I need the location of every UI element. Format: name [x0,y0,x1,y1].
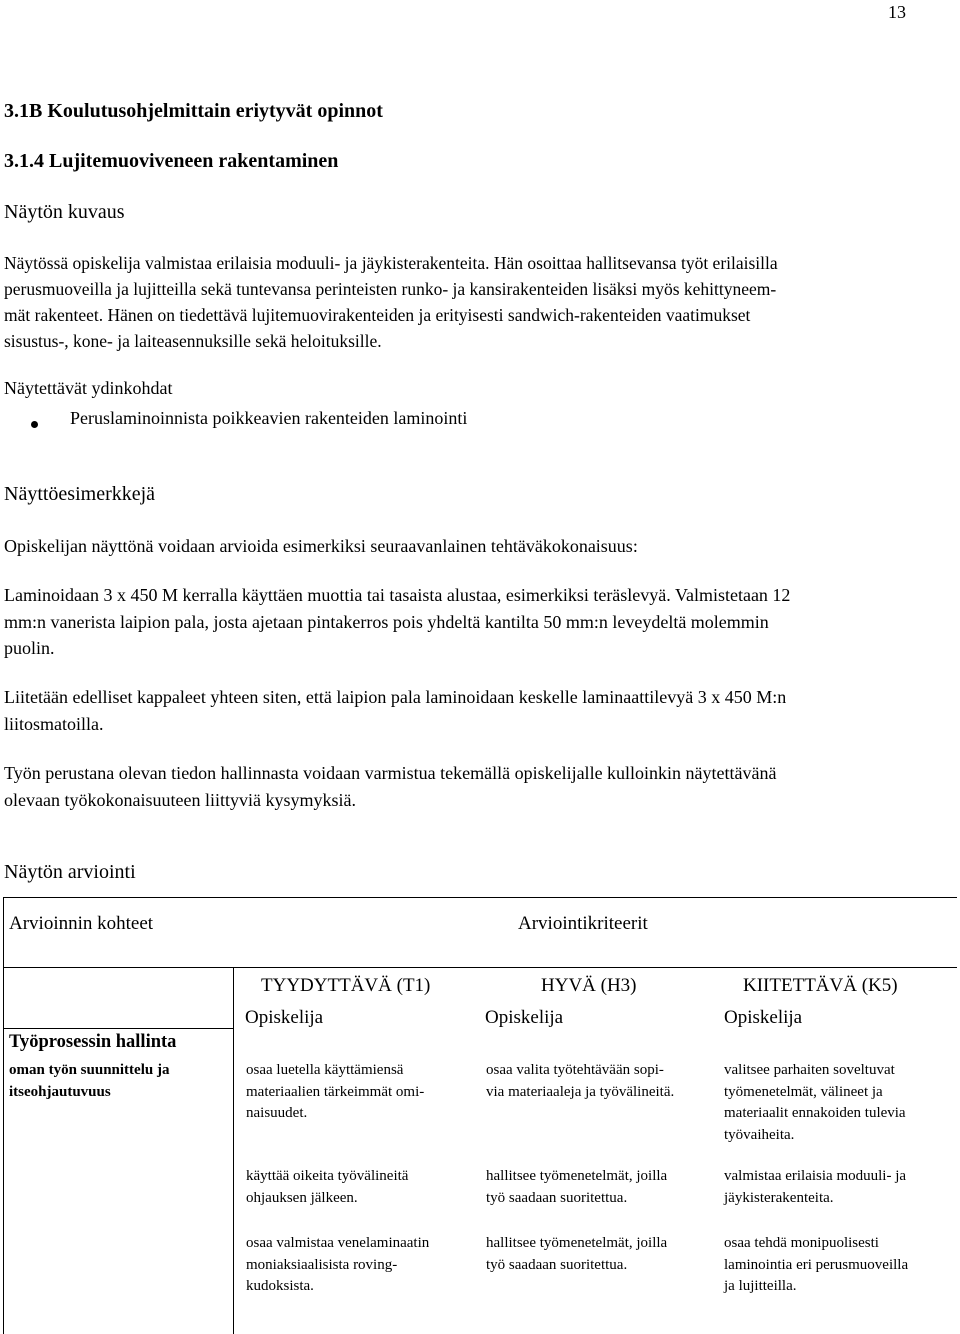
key-points-title: Näytettävät ydinkohdat [4,378,173,398]
text-line: ja lujitteilla. [724,1278,797,1294]
subsection-heading: 3.1.4 Lujitemuoviveneen rakentaminen [4,150,339,172]
text-line: osaa valmistaa venelaminaatin [246,1235,430,1251]
criteria-cell-h3-row1 [486,1060,711,1103]
text-line: työvaiheita. [724,1126,795,1143]
text-line: osaa tehdä monipuolisesti [724,1235,879,1251]
text-line: sisustus-, kone- ja laiteasennuksille sekä heloituksille. [4,331,382,351]
text-line: osaa luetella käyttämiensä [246,1062,404,1078]
text-line: kudoksista. [246,1278,314,1294]
criteria-cell-k5-row3 [724,1233,954,1298]
text-line: valitsee parhaiten soveltuvat [724,1062,895,1078]
student-label-h3: Opiskelija [485,1007,564,1028]
table-column-divider [233,967,234,1334]
demo-examples-intro: Opiskelijan näyttönä voidaan arvioida esimerkiksi seuraavanlainen tehtäväkokonaisuus: [4,536,638,556]
text-line: jäykisterakenteita. [724,1189,834,1206]
criteria-cell-t1-row3 [246,1233,471,1298]
page-number: 13 [888,2,906,22]
table-border-mid [3,967,957,968]
text-line: oman työn suunnittelu ja [9,1062,170,1078]
text-line: mät rakenteet. Hänen on tiedettävä lujitemuovirakenteiden ja erityisesti sandwich-rakenteiden vaatimukset [4,305,751,325]
criteria-cell-h3-row3 [486,1233,711,1276]
text-line: mm:n vanerista laipion pala, josta ajetaan pintakerros pois yhdeltä kantilta 50 mm:n leveydeltä molemmin [4,611,769,632]
text-line: käyttää oikeita työvälineitä [246,1168,409,1184]
student-label-t1: Opiskelija [245,1007,324,1028]
grade-k5-header: KIITETTÄVÄ (K5) [743,975,898,996]
demo-examples-title: Näyttöesimerkkejä [4,483,156,505]
text-line: materiaalien tärkeimmät omi- [246,1083,425,1100]
assessment-title: Näytön arviointi [4,861,136,883]
grade-t1-header: TYYDYTTÄVÄ (T1) [261,975,431,996]
bullet-icon [31,421,38,428]
text-line: materiaalit ennakoiden tulevia [724,1105,906,1121]
text-line: liitosmatoilla. [4,713,104,734]
demo-description-title: Näytön kuvaus [4,201,125,223]
column-header-criteria: Arviointikriteerit [518,913,648,934]
text-line: työ saadaan suoritettua. [486,1256,628,1273]
text-line: Näytössä opiskelija valmistaa erilaisia moduuli- ja jäykisterakenteita. Hän osoittaa hallitsevansa työt erilaisilla [4,253,778,273]
text-line: Työn perustana olevan tiedon hallinnasta voidaan varmistua tekemällä opiskelijalle kulloinkin näytettävänä [4,763,777,783]
table-border-top [3,897,957,898]
text-line: puolin. [4,638,55,658]
text-line: moniaksiaalisista roving- [246,1256,398,1273]
text-line: via materiaaleja ja työvälineitä. [486,1083,675,1100]
key-point-item: Peruslaminoinnista poikkeavien rakenteiden laminointi [70,408,468,428]
demo-example-paragraph-3 [4,760,944,813]
text-line: ohjauksen jälkeen. [246,1189,358,1206]
text-line: olevaan työkokonaisuuteen liittyviä kysymyksiä. [4,789,356,810]
text-line: hallitsee työmenetelmät, joilla [486,1235,668,1251]
criteria-cell-h3-row2 [486,1166,711,1209]
demo-example-paragraph-2 [4,684,944,737]
assessment-category: Työprosessin hallinta [9,1032,177,1052]
text-line: itseohjautuvuus [9,1083,111,1100]
text-line: Laminoidaan 3 x 450 M kerralla käyttäen muottia tai tasaista alustaa, esimerkiksi teräslevyä. Valmistetaan 12 [4,585,791,605]
table-border-left [3,897,4,1334]
text-line: hallitsee työmenetelmät, joilla [486,1168,668,1184]
criteria-cell-t1-row1 [246,1060,471,1125]
text-line: perusmuoveilla ja lujitteilla sekä tuntevansa perinteisten runko- ja kansirakenteiden lisäksi myös kehittyneem- [4,279,777,299]
student-label-k5: Opiskelija [724,1007,803,1028]
text-line: työmenetelmät, välineet ja [724,1083,883,1100]
text-line: laminointia eri perusmuoveilla [724,1256,909,1273]
criteria-cell-k5-row1 [724,1060,954,1146]
criteria-cell-t1-row2 [246,1166,471,1209]
demo-description-text [4,250,949,354]
demo-example-paragraph-1 [4,582,944,662]
text-line: työ saadaan suoritettua. [486,1189,628,1206]
text-line: naisuudet. [246,1105,308,1121]
criteria-cell-k5-row2 [724,1166,954,1209]
text-line: Liitetään edelliset kappaleet yhteen siten, että laipion pala laminoidaan keskelle laminaattilevyä 3 x 450 M:n [4,687,787,707]
assessment-subcategory [9,1060,169,1103]
text-line: osaa valita työtehtävään sopi- [486,1062,664,1078]
category-divider [3,1028,233,1029]
grade-h3-header: HYVÄ (H3) [541,975,637,996]
section-heading: 3.1B Koulutusohjelmittain eriytyvät opinnot [4,100,383,122]
column-header-targets: Arvioinnin kohteet [9,913,154,934]
text-line: valmistaa erilaisia moduuli- ja [724,1168,907,1184]
